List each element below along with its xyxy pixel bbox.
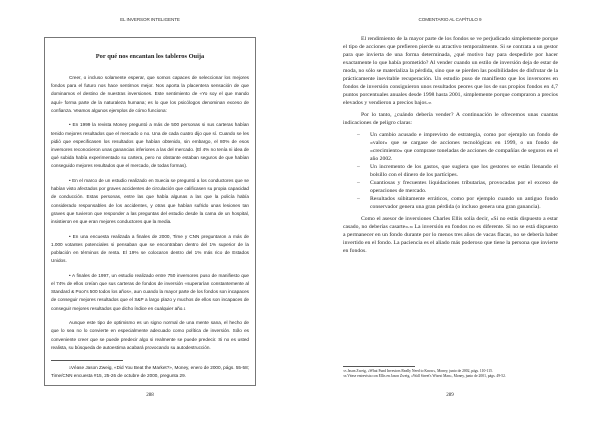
paragraph [343, 35, 558, 107]
box-title: Por qué nos encantan los tableros Ouija [95, 53, 205, 60]
box-bullet: • En el marco de un estudio realizado en Suecia se preguntó a los conductores que se habían visto afectados por graves accidentes de circulación que calificasen su propia capacidad de conducción. Estas personas, entre las que había algunas a las que la policía había considerado responsables de los accidentes, y otras que habían sufrido unas lesiones tan graves que tuvieron que responder a las preguntas del estudio desde la cama de un hospital, insistieron en que eran mejores conductores que la media. [51, 178, 249, 225]
footnote [51, 364, 249, 380]
footnote-rule [343, 366, 415, 367]
footnote-mark: 36 [343, 374, 347, 379]
paragraph [343, 215, 558, 255]
bullet-text: • A finales de 1997, un estudio realizado entre 750 inversores puso de manifiesto que el 74% de ellos creían que sus carteras de fondos de inversión «superarían constantemente al Standard & Poor's 500 todos los años», aun cuando la mayor parte de los fondos son incapaces de conseguir mejores resultados que el S&P a largo plazo y muchos de ellos son incapaces de conseguir mejores resultados que dicho índice en cualquier año. [51, 272, 249, 311]
list-item-text: Resultados súbitamente erráticos, como por ejemplo cuando un antiguo fondo conservador genera una gran pérdida (o incluso genera una gran ganancia). [370, 196, 558, 210]
page-number-left: 288 [146, 393, 154, 398]
footnote-ref: 36 [409, 225, 413, 229]
dash-icon: – [357, 196, 360, 202]
sidebar-box [44, 37, 256, 386]
running-header-left: EL INVERSOR INTELIGENTE [120, 17, 180, 22]
footnote-text: Véase entrevista con Ellis en Jason Zweig, «Wall Street's Wisest Man», Money, junio de 2001, págs. 49-52. [347, 374, 506, 379]
footnote-ref: 35 [427, 101, 432, 105]
list-item-text: Cuantiosas y frecuentes liquidaciones tributarias, provocadas por el exceso de operaciones de mercado. [370, 180, 558, 194]
footnote-mark: 1 [69, 366, 71, 371]
body-text [343, 35, 558, 259]
paragraph-text: Como el asesor de inversiones Charles Ellis solía decir, «Si no estás dispuesto a estar casado, no deberías casarte». [343, 216, 558, 230]
list-item-text: Un incremento de los gastos, que sugiera que los gestores se están llenando el bolsillo con el dinero de los partícipes. [370, 164, 558, 178]
dash-icon: – [357, 132, 360, 138]
footnote-text: Véase Jason Zweig, «Did You Beat the Market?», Money, enero de 2000, págs. 55-58; Time/CNN encuesta #15, 25-26 de octubre de 2000, pregunta 29. [51, 365, 249, 379]
footnote-mark: 35 [343, 369, 347, 373]
running-header-right: COMENTARIO AL CAPÍTULO 9 [418, 17, 482, 22]
warning-list [343, 131, 558, 211]
dash-icon: – [357, 180, 360, 186]
box-paragraph: Creer, o incluso solamente esperar, que somos capaces de seleccionar los mejores fondos para el futuro nos hace sentirnos mejor. Nos aporta la placentera sensación de que dominamos el destino de nuestras inversiones. Este sentimiento de «Yo soy el que mando aquí» forma parte de la naturaleza humana; es lo que los psicólogos denominan exceso de confianza. Veamos algunos ejemplos de cómo funciona: [51, 75, 249, 113]
paragraph: Por lo tanto, ¿cuándo debería vender? A continuación le ofrecemos unas cuantas indicaciones de peligro claras: [343, 112, 558, 126]
paragraph-text: La inversión en fondos no es diferente. Si no se está dispuesto a permanecer en un fondo durante por lo menos tres años de vacas flacas, no se debería haber invertido en el fondo. La paciencia es el aliado más poderoso que tiene la persona que invierte en fondos. [343, 224, 558, 254]
footnote-rule [51, 360, 123, 361]
box-bullet: • En 1999 la revista Money preguntó a más de 500 personas si sus carteras habían tenido mejores resultados que el mercado o no. Una de cada cuatro dijo que sí. Cuando se les pidió que especificasen los resultados que habían obtenido, sin embargo, el 80% de esos inversores reconocieron unas ganancias inferiores a las del mercado. (El 4% no tenía ni idea de qué subida había experimentado su cartera, pero no obstante estaban seguros de que habían conseguido mejores resultados que el mercado, de todas formas). [51, 122, 249, 169]
list-item [343, 179, 558, 195]
list-item [343, 195, 558, 211]
box-paragraph: Aunque este tipo de optimismo es un signo normal de una mente sana, el hecho de que lo sea no lo convierte en especialmente adecuado como política de inversión. Sólo es conveniente creer que se puede predecir algo si realmente se puede predecir. Si no es usted realista, su búsqueda de autoestima acabará provocando su autodestrucción. [51, 320, 249, 350]
paragraph-text: El rendimiento de la mayor parte de los fondos se ve perjudicado simplemente porque el tipo de acciones que prefieren pierde su atractivo temporalmente. Si se contrata a un gestor para que invierta de una forma determinada, ¿qué motivo hay para despedirle por hacer exactamente lo que había prometido? Al vender cuando un estilo de inversión deja de estar de moda, no sólo se materializa la pérdida, sino que se pierden las posibilidades de disfrutar de la prácticamente inevitable recuperación. Un estudio puso de manifiesto que los inversores en fondos de inversión consiguieron unos resultados peores que los de sus propios fondos en 4,7 puntos porcentuales anuales desde 1998 hasta 2001, simplemente porque compraron a precios elevados y vendieron a precios bajos. [343, 36, 558, 106]
list-item [343, 163, 558, 179]
box-bullet: • En una encuesta realizada a finales de 2000, Time y CNN preguntaron a más de 1.000 votantes potenciales si pensaban que se encontraban dentro del 1% superior de la población en términos de renta. El 19% se colocaron dentro del 1% más rico de Estados Unidos. [51, 233, 249, 264]
list-item-text: Un cambio acusado e imprevisto de estrategia, como por ejemplo un fondo de «valor» que se cargase de acciones tecnológicas en 1999, o un fondo de «crecimiento» que comprase toneladas de acciones de compañías de seguros en el año 2002. [370, 132, 558, 162]
footnote-ref: 1 [183, 306, 186, 311]
box-bullet [51, 272, 249, 313]
page-number-right: 289 [446, 393, 454, 398]
footnote [343, 374, 558, 379]
dash-icon: – [357, 164, 360, 170]
footnote-text: Jason Zweig, «What Fund Investors Really Need to Know», Money, junio de 2002, págs. 110-115. [347, 369, 493, 373]
list-item [343, 131, 558, 163]
footnotes [343, 366, 558, 380]
